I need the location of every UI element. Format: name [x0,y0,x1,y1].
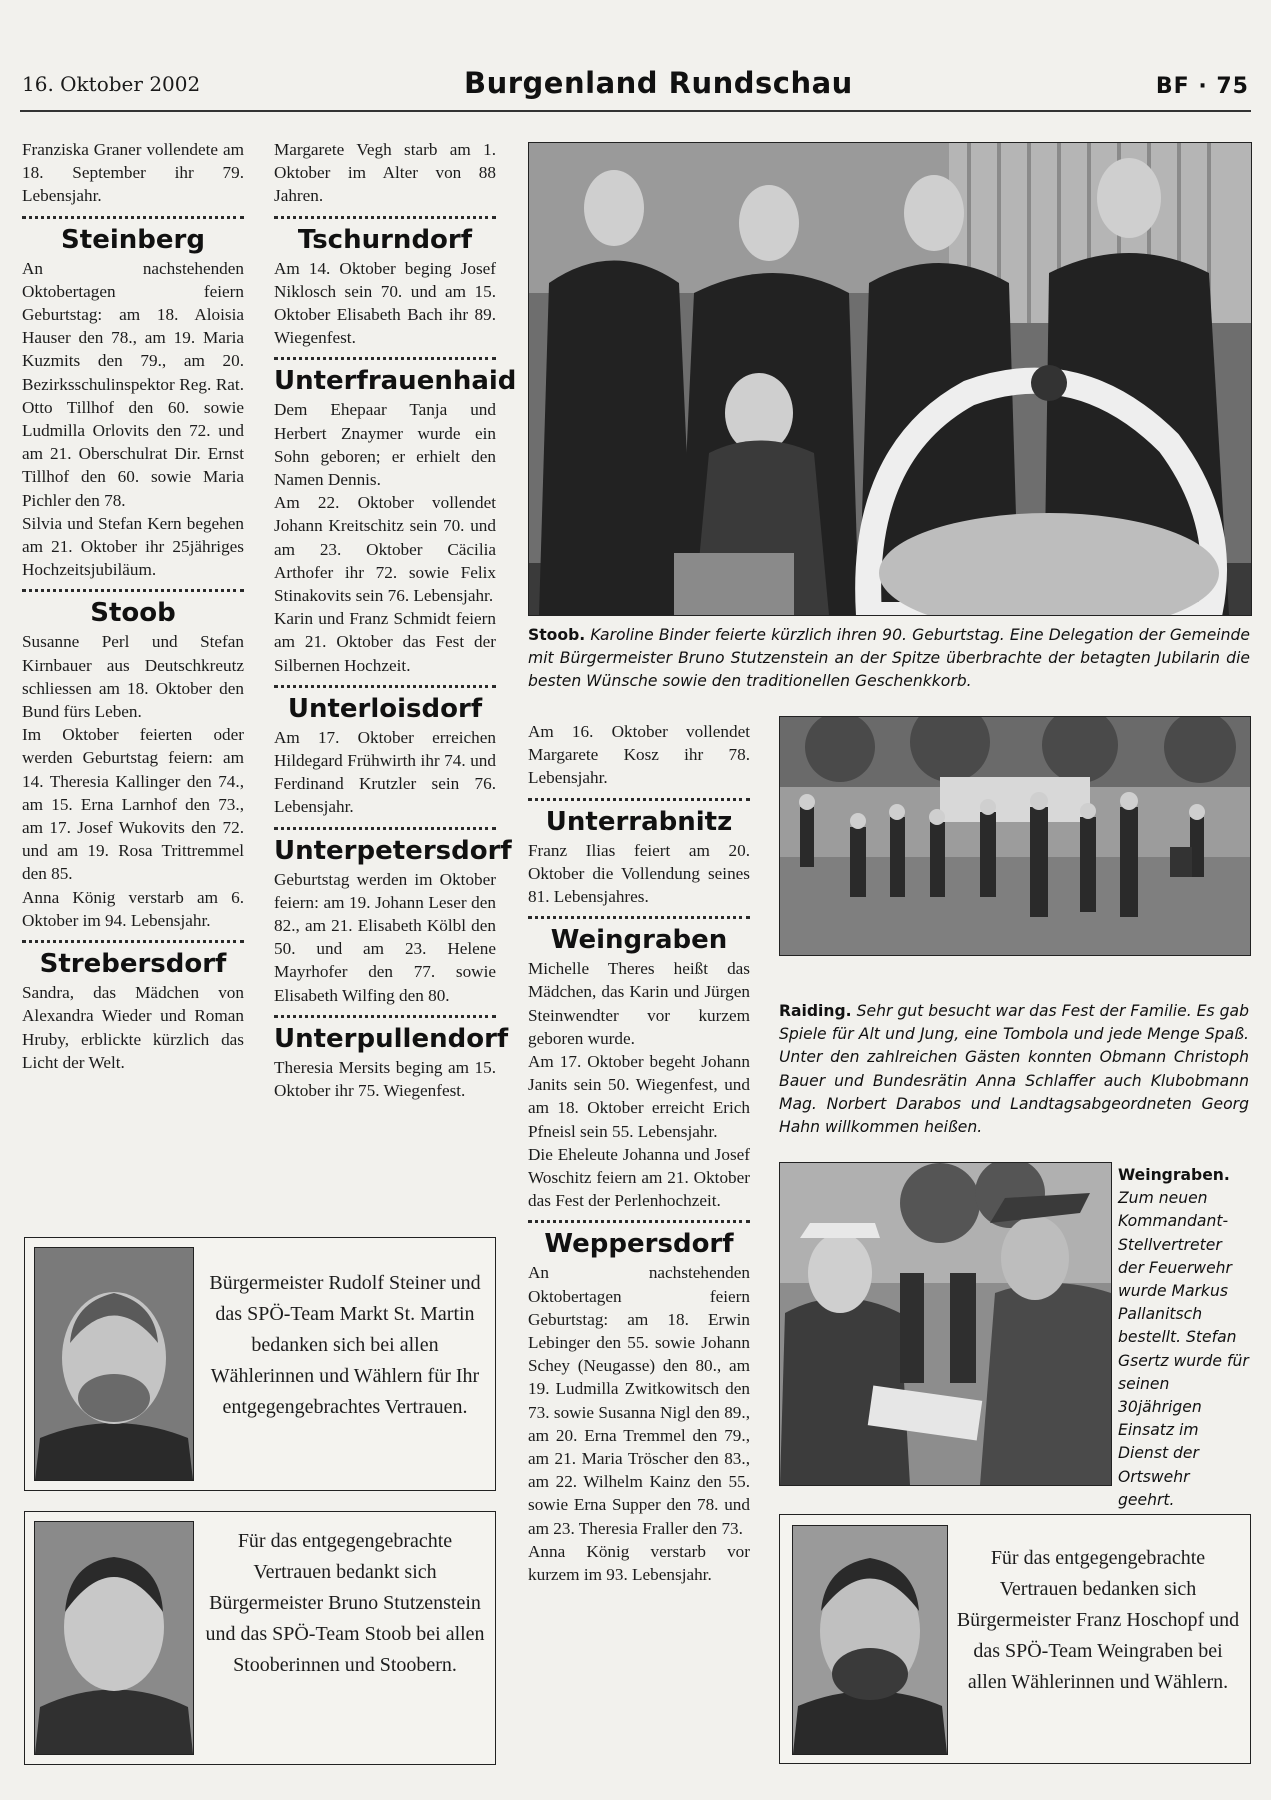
portrait-photo [793,1526,947,1754]
steinberg-text-2: Silvia und Stefan Kern begehen am 21. Oktober ihr 25jähriges Hochzeitsjubiläum. [22,513,244,580]
raiding-photo-image [780,717,1250,955]
unterfrauenhaid-text-1: Dem Ehepaar Tanja und Herbert Znaymer wurde ein Sohn geboren; er erhielt den Namen Dennis. [274,400,496,490]
dotted-separator [274,216,496,219]
heading-weppersdorf: Weppersdorf [544,1229,734,1260]
raiding-caption-text: Sehr gut besucht war das Fest der Familie. Es gab Spiele für Alt und Jung, eine Tombola und jede Menge Spaß. Unter den zahlreichen Gästen konnten Obmann Christoph Bauer und Bundesrätin Anna Schlaffer auch Klubobmann Mag. Norbert Darabos und Landtagsabgeordneten Georg Hahn willkommen heißen. [779,1002,1249,1137]
heading-weingraben: Weingraben [550,925,728,956]
portrait-photo [35,1522,193,1754]
unterrabnitz-text-1: Franz Ilias feiert am 20. Oktober die Vollendung seines 81. Lebensjahres. [528,840,750,907]
dotted-separator [22,216,244,219]
weingraben-text-2: Am 17. Oktober begeht Johann Janits sein 50. Wiegenfest, und am 18. Oktober erreicht Erich Pfneisl sein 55. Lebensjahr. [528,1052,750,1141]
unterfrauenhaid-text-3: Karin und Franz Schmidt feiern am 21. Oktober das Fest der Silbernen Hochzeit. [274,609,496,675]
column-1 [22,138,244,1074]
raiding-family-fest-photo [779,716,1251,956]
dotted-separator [274,1015,496,1018]
header-rule [20,110,1251,112]
heading-stoob: Stoob [90,598,176,629]
page-number: BF · 75 [1155,74,1249,99]
unterloisdorf-text-1: Am 17. Oktober erreichen Hildegard Frühwirth ihr 74. und Ferdinand Krutzler sein 76. Lebensjahr. [274,727,496,817]
stoob-caption-text: Karoline Binder feierte kürzlich ihren 90. Geburtstag. Eine Delegation der Gemeinde mit Bürgermeister Bruno Stutzenstein an der Spitze überbrachte der betagten Jubilarin die besten Wünsche sowie den traditionellen Geschenkkorb. [528,626,1250,691]
weingraben-caption-text: Zum neuen Kommandant-Stellvertreter der Feuerwehr wurde Markus Pallanitsch bestellt. Stefan Gsertz wurde für seinen 30jährigen Einsatz im Dienst der Ortswehr geehrt. [1118,1189,1249,1509]
col2-intro: Margarete Vegh starb am 1. Oktober im Alter von 88 Jahren. [274,140,496,206]
stoob-text-1: Susanne Perl und Stefan Kirnbauer aus Deutschkreutz schliessen am 18. Oktober den Bund fürs Leben. [22,632,244,722]
heading-unterloisdorf: Unterloisdorf [287,693,483,724]
ad-markt-st-martin [24,1237,496,1491]
tschurndorf-text-1: Am 14. Oktober beging Josef Niklosch sein 70. und am 15. Oktober Elisabeth Bach ihr 89. Wiegenfest. [274,258,496,348]
heading-unterpullendorf: Unterpullendorf [274,1023,509,1054]
weingraben-text-3: Die Eheleute Johanna und Josef Woschitz feiern am 21. Oktober das Fest der Perlenhochzeit. [528,1144,750,1211]
stoob-caption-place: Stoob. [528,626,586,644]
stoob-photo-image [529,143,1251,615]
heading-unterfrauenhaid: Unterfrauenhaid [274,366,517,397]
newspaper-title: Burgenland Rundschau [464,66,853,100]
heading-unterrabnitz: Unterrabnitz [545,806,733,837]
weingraben-firefighters-photo [779,1162,1112,1486]
dotted-separator [274,685,496,688]
stoob-text-3: Anna König verstarb am 6. Oktober im 94. Lebensjahr. [22,887,244,930]
stoob-birthday-photo [528,142,1252,616]
col3-intro: Am 16. Oktober vollendet Margarete Kosz ihr 78. Lebensjahr. [528,722,750,788]
weppersdorf-text-2: Anna König verstarb vor kurzem im 93. Lebensjahr. [528,1541,750,1585]
dotted-separator [528,798,750,801]
unterpullendorf-text-1: Theresia Mersits beging am 15. Oktober ihr 75. Wiegenfest. [274,1057,496,1101]
weppersdorf-text-1: An nachstehenden Oktobertagen feiern Geburtstag: am 18. Erwin Lebinger den 55. sowie Johann Schey (Neugasse) den 80., am 19. Ludmilla Zwitkowitsch den 73. sowie Susanna Nigl den 89., am 20. Erna Tremmel den 79., am 21. Maria Tröscher den 83., am 22. Wilhelm Kainz den 55. sowie Erna Supper den 78. und am 23. Theresia Fraller den 73. [528,1263,750,1538]
heading-strebersdorf: Strebersdorf [39,949,227,980]
dotted-separator [22,940,244,943]
weingraben-photo-image [780,1163,1111,1485]
stoob-photo-caption [528,624,1250,694]
heading-tschurndorf: Tschurndorf [297,224,473,255]
dotted-separator [528,1220,750,1223]
issue-date: 16. Oktober 2002 [22,72,201,96]
dotted-separator [22,589,244,592]
portrait-bruno-stutzenstein [34,1521,194,1755]
portrait-franz-hoschopf [792,1525,948,1755]
unterfrauenhaid-text-2: Am 22. Oktober vollendet Johann Kreitschitz sein 70. und am 23. Oktober Cäcilia Arthofer ihr 72. sowie Felix Stinakovits sein 76. Lebensjahr. [274,493,496,606]
raiding-caption-place: Raiding. [779,1002,852,1020]
ad-stoob [24,1511,496,1765]
raiding-photo-caption [779,1000,1249,1139]
portrait-photo [35,1248,193,1480]
column-3 [528,720,750,1586]
heading-unterpetersdorf: Unterpetersdorf [274,835,512,866]
ad-stoob-text: Für das entgegengebrachte Vertrauen bedankt sich Bürgermeister Bruno Stutzenstein und das SPÖ-Team Stoob bei allen Stooberinnen und Stoobern. [205,1530,485,1676]
heading-steinberg: Steinberg [61,224,205,255]
strebersdorf-text-1: Sandra, das Mädchen von Alexandra Wieder und Roman Hruby, erblickte kürzlich das Licht der Welt. [22,983,244,1072]
dotted-separator [274,357,496,360]
dotted-separator [274,827,496,830]
unterpetersdorf-text-1: Geburtstag werden im Oktober feiern: am 19. Johann Leser den 82., am 21. Elisabeth Kölbl den 50. und am 23. Helene Mayrhofer den 77. sowie Elisabeth Wilfing den 80. [274,869,496,1005]
dotted-separator [528,916,750,919]
portrait-rudolf-steiner [34,1247,194,1481]
weingraben-text-1: Michelle Theres heißt das Mädchen, das Karin und Jürgen Steinwendter vor kurzem geboren wurde. [528,959,750,1048]
weingraben-caption-place: Weingraben. [1118,1166,1230,1184]
column-2 [274,138,517,1102]
ad-martin-text: Bürgermeister Rudolf Steiner und das SPÖ-Team Markt St. Martin bedanken sich bei allen Wählerinnen und Wählern für Ihr entgegengebrachtes Vertrauen. [209,1272,481,1418]
ad-weingraben-text: Für das entgegengebrachte Vertrauen bedanken sich Bürgermeister Franz Hoschopf und das SPÖ-Team Weingraben bei allen Wählerinnen und Wählern. [956,1547,1240,1693]
weingraben-photo-caption [1118,1164,1250,1512]
ad-weingraben [779,1514,1251,1764]
stoob-text-2: Im Oktober feierten oder werden Geburtstag feiern: am 14. Theresia Kallinger den 74., am 15. Erna Larnhof den 73., am 17. Josef Wukovits den 72. und am 19. Rosa Trittremmel den 85. [22,725,244,884]
col1-intro: Franziska Graner vollendete am 18. September ihr 79. Lebensjahr. [22,140,244,206]
steinberg-text-1: An nachstehenden Oktobertagen feiern Geburtstag: am 18. Aloisia Hauser den 78., am 19. Maria Kuzmits den 79., am 20. Bezirksschulinspektor Reg. Rat. Otto Tillhof den 60. sowie Ludmilla Orlovits den 72. und am 21. Oberschulrat Dir. Ernst Tillhof den 60. sowie Maria Pichler den 78. [22,258,244,510]
